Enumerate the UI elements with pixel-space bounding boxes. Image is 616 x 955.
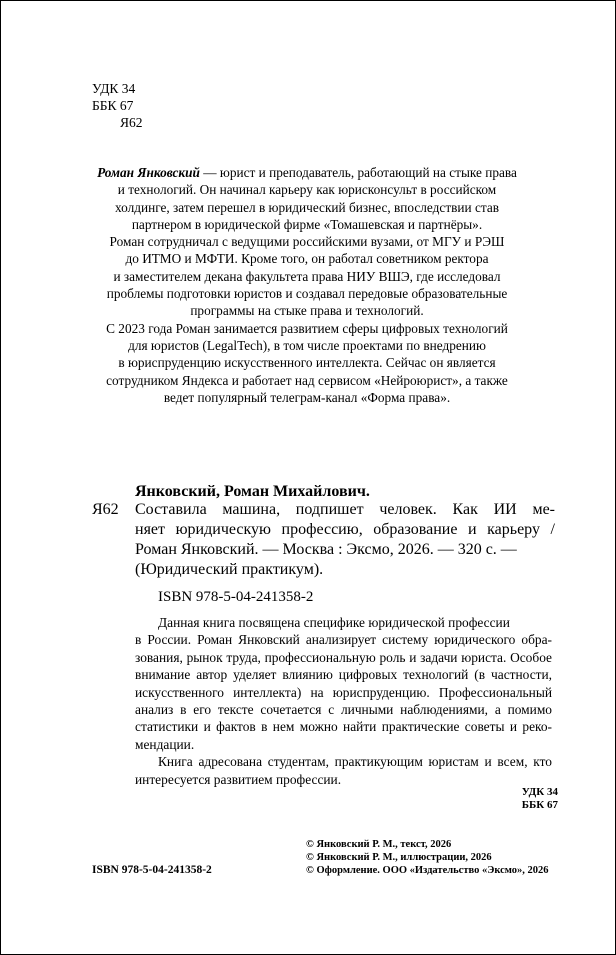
audience-line: интересуется развитием профессии. (135, 771, 342, 787)
bio-line: проблемы подготовки юристов и создавал передовые образовательные (106, 286, 508, 302)
bio-line: холдинге, затем перешел в юридический бизнес, впоследствии став (114, 199, 500, 215)
bio-line: в юриспруденцию искусственного интеллекта. Сейчас он является (118, 355, 496, 371)
bio-line: для юристов (LegalTech), в том числе проектами по внедрению (128, 337, 486, 353)
author-mark: Я62 (120, 115, 143, 130)
bio-line: Роман Янковский — юрист и преподаватель, работающий на стыке права (97, 165, 517, 180)
title-line: Составила машина, подпишет человек. Как ИИ ме- (135, 501, 555, 518)
catalog-author-mark: Я62 (92, 501, 119, 518)
bio-author-name: Роман Янковский (97, 165, 200, 180)
bbk-code-bottom: ББК 67 (521, 799, 558, 811)
annotation-line: Данная книга посвящена специфике юридической профессии (158, 615, 510, 630)
catalog-title-block (135, 500, 555, 580)
bio-line: до ИТМО и МФТИ. Кроме того, он работал советником ректора (125, 251, 489, 267)
annotation (135, 614, 552, 788)
annotation-line: искусственного интеллекта) на юриспруденцию. Профессиональный (135, 684, 552, 700)
annotation-line: зования, рынок труда, профессиональную роль и задачи юриста. Особое (135, 649, 552, 665)
annotation-line: внимание автор уделяет влиянию цифровых технологий (в частности, (135, 667, 552, 683)
udk-top-block (92, 80, 143, 131)
bio-line: ведет популярный телеграм-канал «Форма права». (163, 389, 451, 405)
copyright-line: © Оформление. ООО «Издательство «Эксмо», 2026 (306, 865, 549, 876)
catalog-isbn: ISBN 978-5-04-241358-2 (158, 589, 314, 605)
annotation-line: мендации. (135, 736, 195, 752)
bio-line: сотрудником Яндекса и работает над сервисом «Нейроюрист», а также (106, 372, 508, 388)
bbk-code: ББК 67 (92, 98, 134, 113)
bio-line: программы на стыке права и технологий. (190, 303, 424, 319)
author-bio (62, 164, 552, 406)
udk-code: УДК 34 (92, 81, 136, 96)
title-line: (Юридический практикум). (135, 561, 324, 578)
bio-line: и заместителем декана факультета права НИУ ВШЭ, где исследовал (113, 268, 501, 284)
copyright-block (306, 838, 549, 877)
udk-code-bottom: УДК 34 (521, 786, 558, 798)
bio-line: Роман сотрудничал с ведущими российскими вузами, от МГУ и РЭШ (109, 234, 505, 250)
annotation-line: анализ в его тексте сочетается с личными наблюдениями, а помимо (135, 702, 552, 718)
annotation-line: в России. Роман Янковский анализирует систему юридического обра- (135, 632, 552, 648)
copyright-line: © Янковский Р. М., текст, 2026 (306, 839, 452, 850)
catalog-author-heading: Янковский, Роман Михайлович. (135, 483, 370, 500)
bio-line: партнером в юридической фирме «Томашевская и партнёры». (131, 216, 483, 232)
title-line: Роман Янковский. — Москва : Эксмо, 2026. — 320 с. — (135, 541, 517, 558)
audience-line: Книга адресована студентам, практикующим юристам и всем, кто (158, 754, 552, 770)
annotation-line: статистики и фактов в нем можно найти практические советы и реко- (135, 719, 552, 735)
title-line: няет юридическую профессию, образование и карьеру / (135, 521, 555, 538)
isbn-bottom: ISBN 978-5-04-241358-2 (92, 864, 212, 876)
udk-bottom-block (522, 786, 558, 812)
bio-line: и технологий. Он начинал карьеру как юрисконсульт в российском (117, 182, 497, 198)
bio-line: С 2023 года Роман занимается развитием сферы цифровых технологий (106, 320, 508, 336)
copyright-line: © Янковский Р. М., иллюстрации, 2026 (306, 852, 492, 863)
